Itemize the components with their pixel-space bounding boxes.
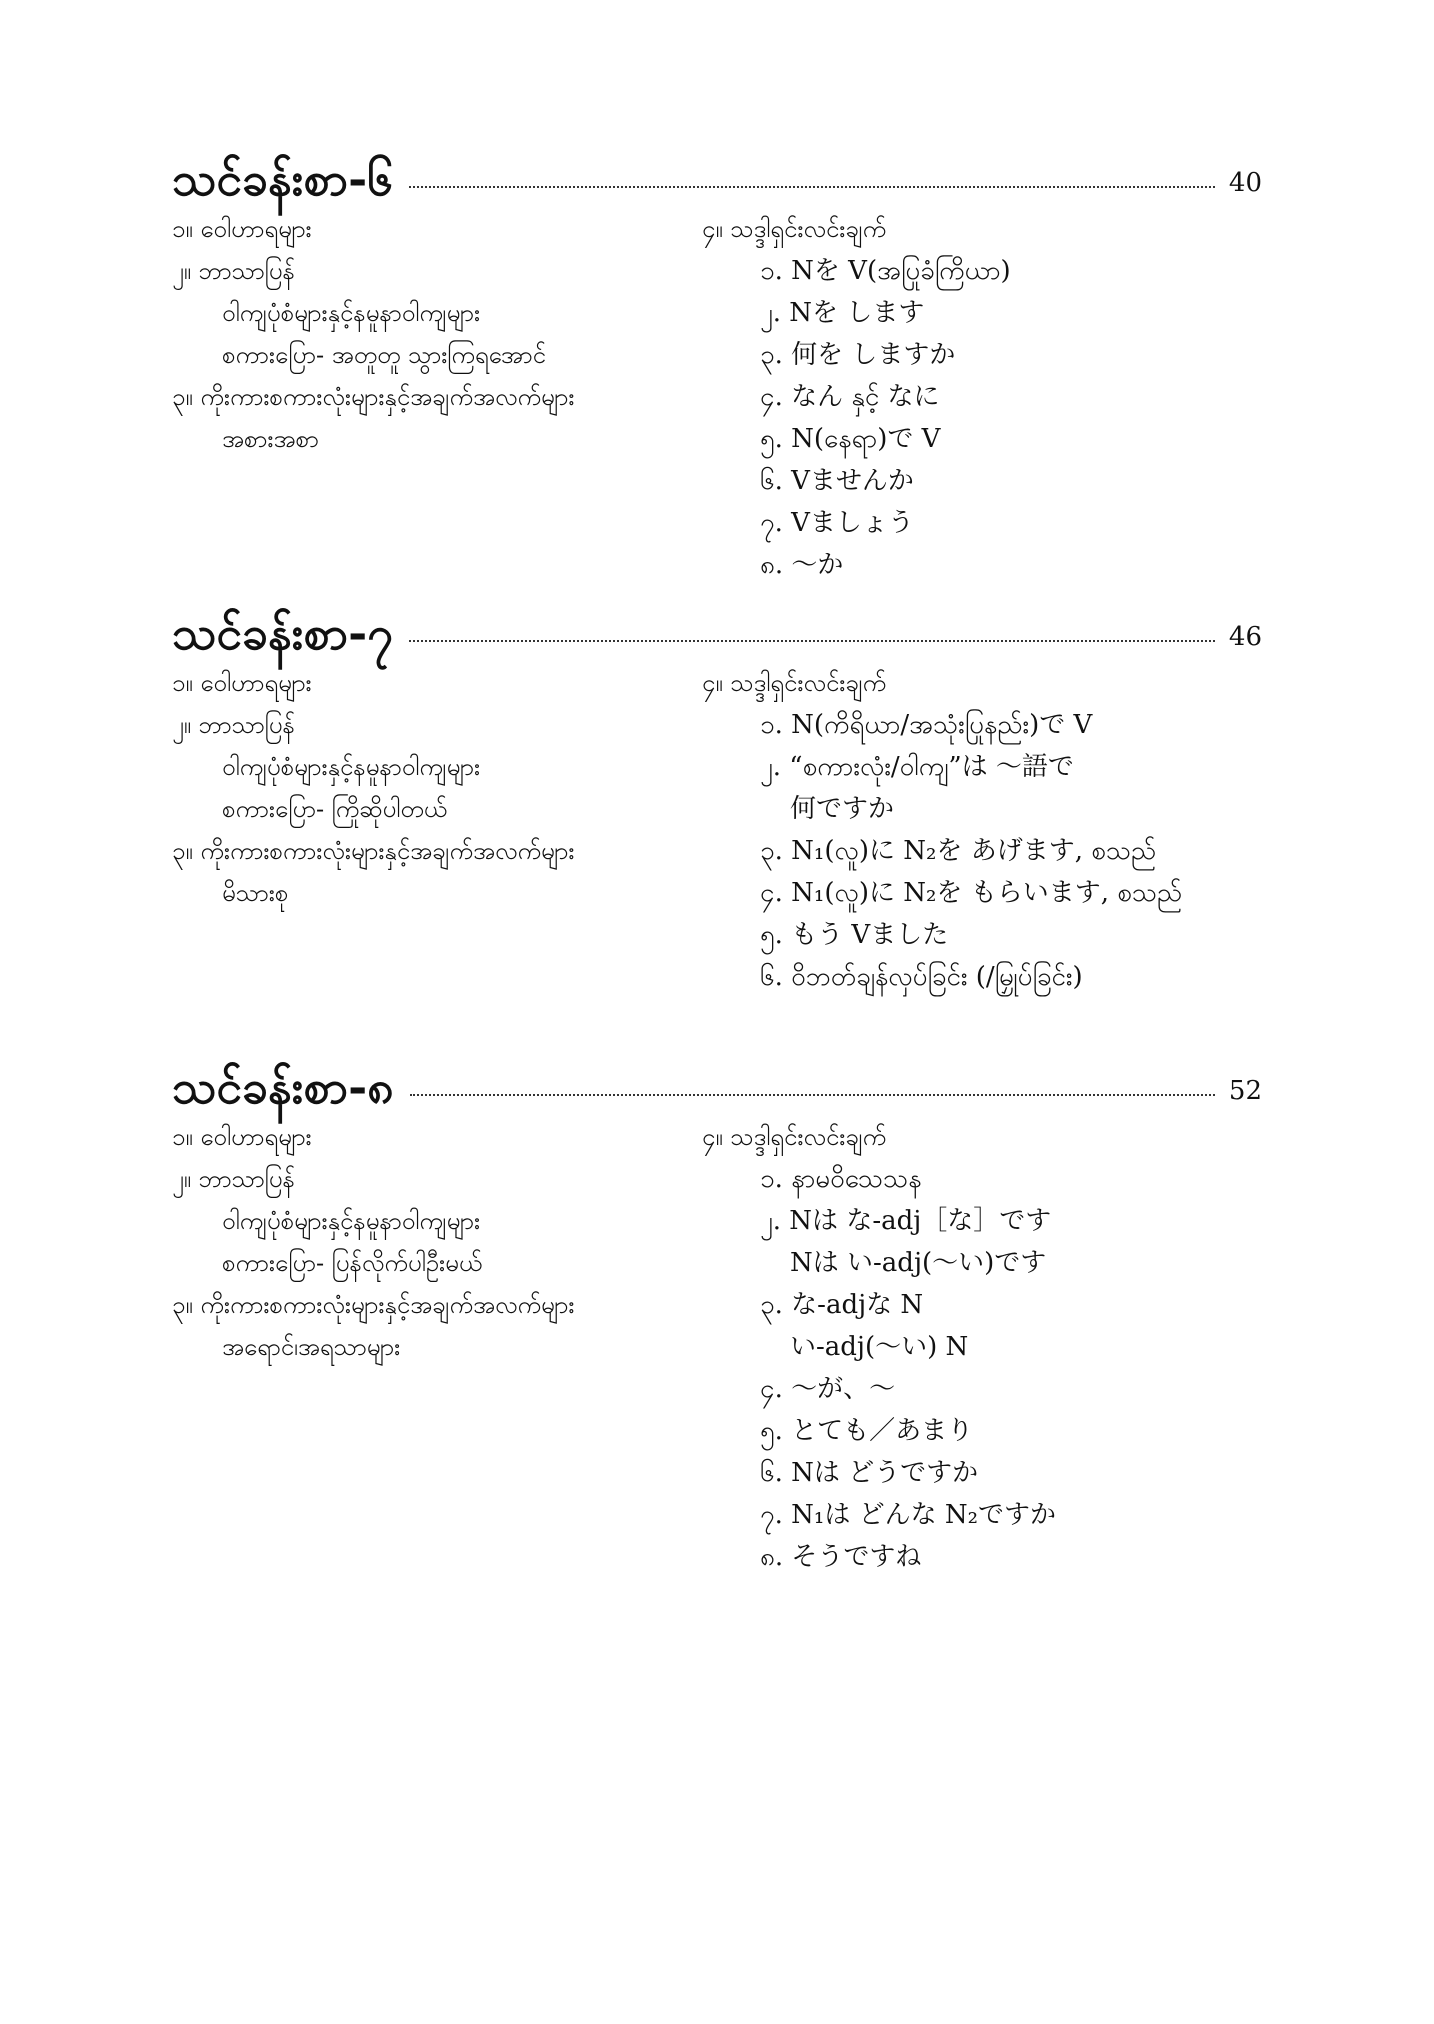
grammar-heading: ၄။ သဒ္ဒါရှင်းလင်းချက်: [702, 1123, 887, 1151]
grammar-item: ၆. Vませんか: [760, 466, 914, 496]
lesson-heading-row: [172, 1046, 1262, 1114]
toc-subitem: ဝါကျပုံစံများနှင့်နမူနာဝါကျများ: [222, 753, 481, 781]
grammar-item: ၅. とても／あまり: [760, 1416, 974, 1446]
page-number: 46: [1228, 622, 1262, 652]
dotted-leader: [410, 1093, 1215, 1096]
grammar-item: ၈. そうですね: [760, 1542, 922, 1572]
lesson-title: သင်ခန်းစာ-၆: [172, 152, 394, 206]
toc-subitem: အစားအစာ: [222, 425, 319, 453]
lesson-heading-row: [172, 138, 1262, 206]
lesson-section: [172, 138, 1262, 580]
grammar-item: ၄. N₁(လူ)に N₂を もらいます, စသည်: [760, 878, 1183, 908]
grammar-item: ၄. なん နှင့် なに: [760, 382, 940, 412]
toc-item: ၃။ ကိုးကားစကားလုံးများနှင့်အချက်အလက်များ: [172, 383, 575, 411]
grammar-list-right: [702, 1116, 1262, 1578]
grammar-item: ၃. な-adjな N: [760, 1290, 924, 1320]
dotted-leader: [409, 639, 1215, 642]
lesson-title: သင်ခန်းစာ-၈: [172, 1060, 394, 1114]
toc-item: ၂။ ဘာသာပြန်: [172, 257, 295, 285]
lesson-title: သင်ခန်းစာ-၇: [172, 606, 394, 660]
grammar-item: ၆. Nは どうですか: [760, 1458, 979, 1488]
lesson-section: [172, 592, 1262, 992]
toc-item: ၁။ ဝေါဟာရများ: [172, 669, 312, 697]
contents-list-left: [172, 208, 712, 460]
grammar-item: ၇. Vましょう: [760, 508, 914, 538]
grammar-item: ၃. 何を しますか: [760, 340, 956, 370]
grammar-item: ၆. ဝိဘတ်ချန်လှပ်ခြင်း (/မြှုပ်ခြင်း): [760, 962, 1083, 992]
toc-item: ၃။ ကိုးကားစကားလုံးများနှင့်အချက်အလက်များ: [172, 837, 575, 865]
grammar-item: ၂. Nは な-adj［な］です: [760, 1206, 1052, 1236]
grammar-item-continuation: Nは い-adj(～い)です: [790, 1248, 1047, 1278]
grammar-item: ၅. N(နေရာ)で V: [760, 424, 941, 454]
toc-subitem: ဝါကျပုံစံများနှင့်နမူနာဝါကျများ: [222, 1207, 481, 1235]
grammar-item: ၈. ～か: [760, 550, 844, 580]
toc-item: ၂။ ဘာသာပြန်: [172, 1165, 295, 1193]
toc-subitem: မိသားစု: [222, 879, 289, 907]
grammar-item: ၁. N(ကိရိယာ/အသုံးပြုနည်း)で V: [760, 710, 1093, 740]
grammar-item: ၃. N₁(လူ)に N₂を あげます, စသည်: [760, 836, 1157, 866]
dotted-leader: [409, 185, 1215, 188]
toc-subitem: စကားပြော- ပြန်လိုက်ပါဦးမယ်: [222, 1249, 483, 1277]
grammar-list-right: [702, 662, 1262, 998]
grammar-item: ၁. Nを V(အပြုခံကြိယာ): [760, 256, 1011, 286]
toc-item: ၁။ ဝေါဟာရများ: [172, 1123, 312, 1151]
grammar-list-right: [702, 208, 1262, 586]
toc-item: ၂။ ဘာသာပြန်: [172, 711, 295, 739]
grammar-heading: ၄။ သဒ္ဒါရှင်းလင်းချက်: [702, 669, 887, 697]
toc-subitem: ဝါကျပုံစံများနှင့်နမူနာဝါကျများ: [222, 299, 481, 327]
contents-list-left: [172, 1116, 712, 1368]
toc-item: ၃။ ကိုးကားစကားလုံးများနှင့်အချက်အလက်များ: [172, 1291, 575, 1319]
toc-subitem: စကားပြော- ကြိုဆိုပါတယ်: [222, 795, 447, 823]
grammar-item: ၅. もう Vました: [760, 920, 949, 950]
grammar-item-continuation: 何ですか: [790, 794, 895, 824]
lesson-heading-row: [172, 592, 1262, 660]
grammar-item: ၄. ～が、～: [760, 1374, 896, 1404]
grammar-heading: ၄။ သဒ္ဒါရှင်းလင်းချက်: [702, 215, 887, 243]
grammar-item-continuation: い-adj(～い) N: [790, 1332, 969, 1362]
grammar-item: ၇. N₁は どんな N₂ですか: [760, 1500, 1057, 1530]
contents-list-left: [172, 662, 712, 914]
grammar-item: ၂. “စကားလုံး/ဝါကျ”は ～語で: [760, 752, 1074, 782]
toc-subitem: အရောင်၊အရသာများ: [222, 1333, 401, 1361]
toc-subitem: စကားပြော- အတူတူ သွားကြရအောင်: [222, 341, 546, 369]
grammar-item: ၁. နာမဝိသေသန: [760, 1164, 922, 1194]
toc-item: ၁။ ဝေါဟာရများ: [172, 215, 312, 243]
grammar-item: ၂. Nを します: [760, 298, 925, 328]
page-number: 52: [1228, 1076, 1262, 1106]
lesson-section: [172, 1046, 1262, 1572]
page-number: 40: [1228, 168, 1262, 198]
